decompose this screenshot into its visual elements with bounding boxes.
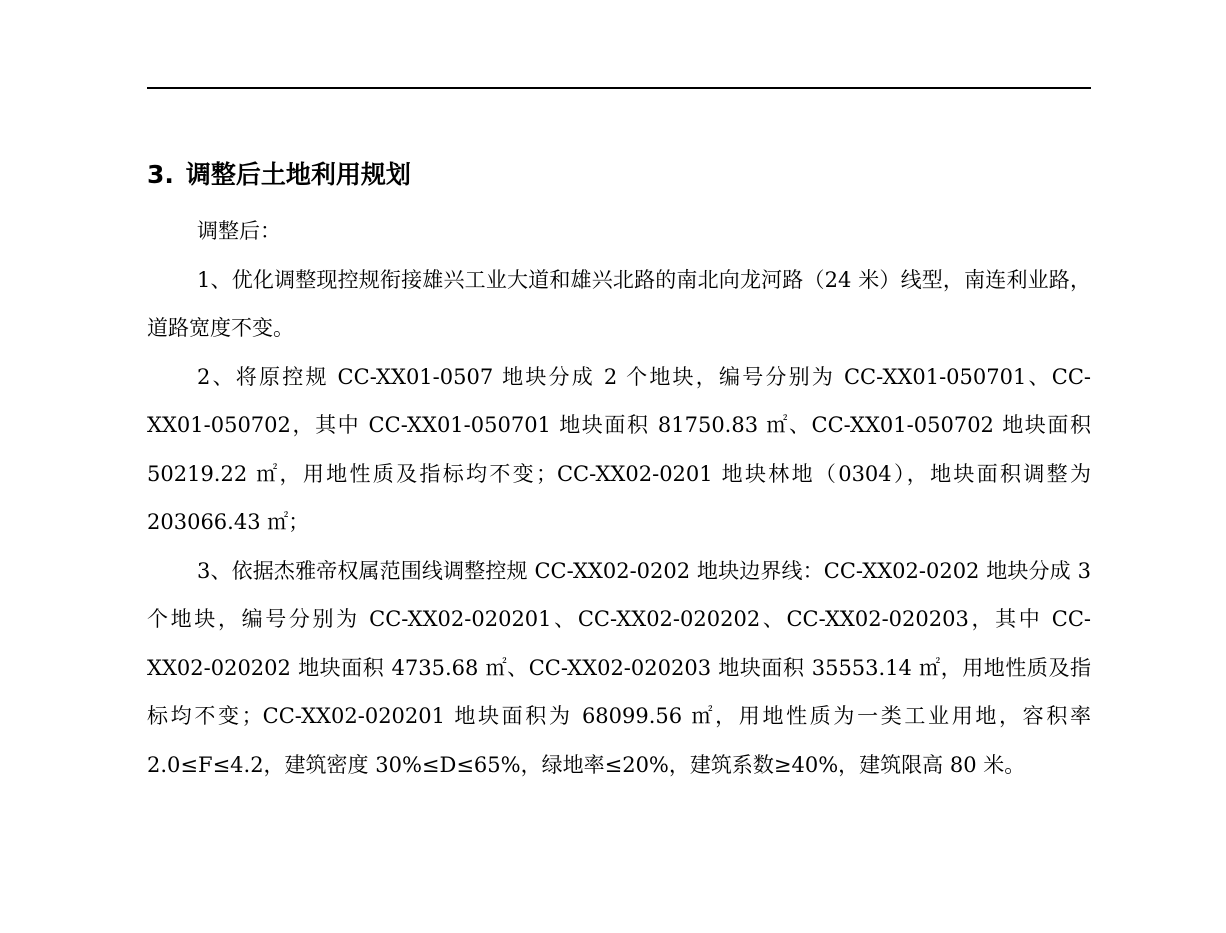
- section-number: 3.: [147, 160, 174, 189]
- intro-paragraph: 调整后：: [197, 219, 281, 243]
- paragraph-2: 2、将原控规 CC-XX01-0507 地块分成 2 个地块，编号分别为 CC-XX01-050701、CC-XX01-050702，其中 CC-XX01-050701 地块面积 81750.83 ㎡、CC-XX01-050702 地块面积 50219.22 ㎡，用地性质及指标均不变；CC-XX02-0201 地块林地（0304），地块面积调整为 203066.43 ㎡；: [147, 364, 1091, 534]
- header-rule: [147, 87, 1091, 89]
- section-heading: [147, 157, 1091, 193]
- body-text: [147, 207, 1091, 789]
- paragraph-1: 1、优化调整现控规衔接雄兴工业大道和雄兴北路的南北向龙河路（24 米）线型，南连利业路，道路宽度不变。: [147, 267, 1091, 340]
- paragraph-3: 3、依据杰雅帝权属范围线调整控规 CC-XX02-0202 地块边界线：CC-XX02-0202 地块分成 3 个地块，编号分别为 CC-XX02-020201、CC-XX02-020202、CC-XX02-020203，其中 CC-XX02-020202 地块面积 4735.68 ㎡、CC-XX02-020203 地块面积 35553.14 ㎡，用地性质及指标均不变；CC-XX02-020201 地块面积为 68099.56 ㎡，用地性质为一类工业用地，容积率 2.0≤F≤4.2，建筑密度 30%≤D≤65%，绿地率≤20%，建筑系数≥40%，建筑限高 80 米。: [147, 558, 1091, 777]
- section-title: 调整后土地利用规划: [185, 160, 411, 189]
